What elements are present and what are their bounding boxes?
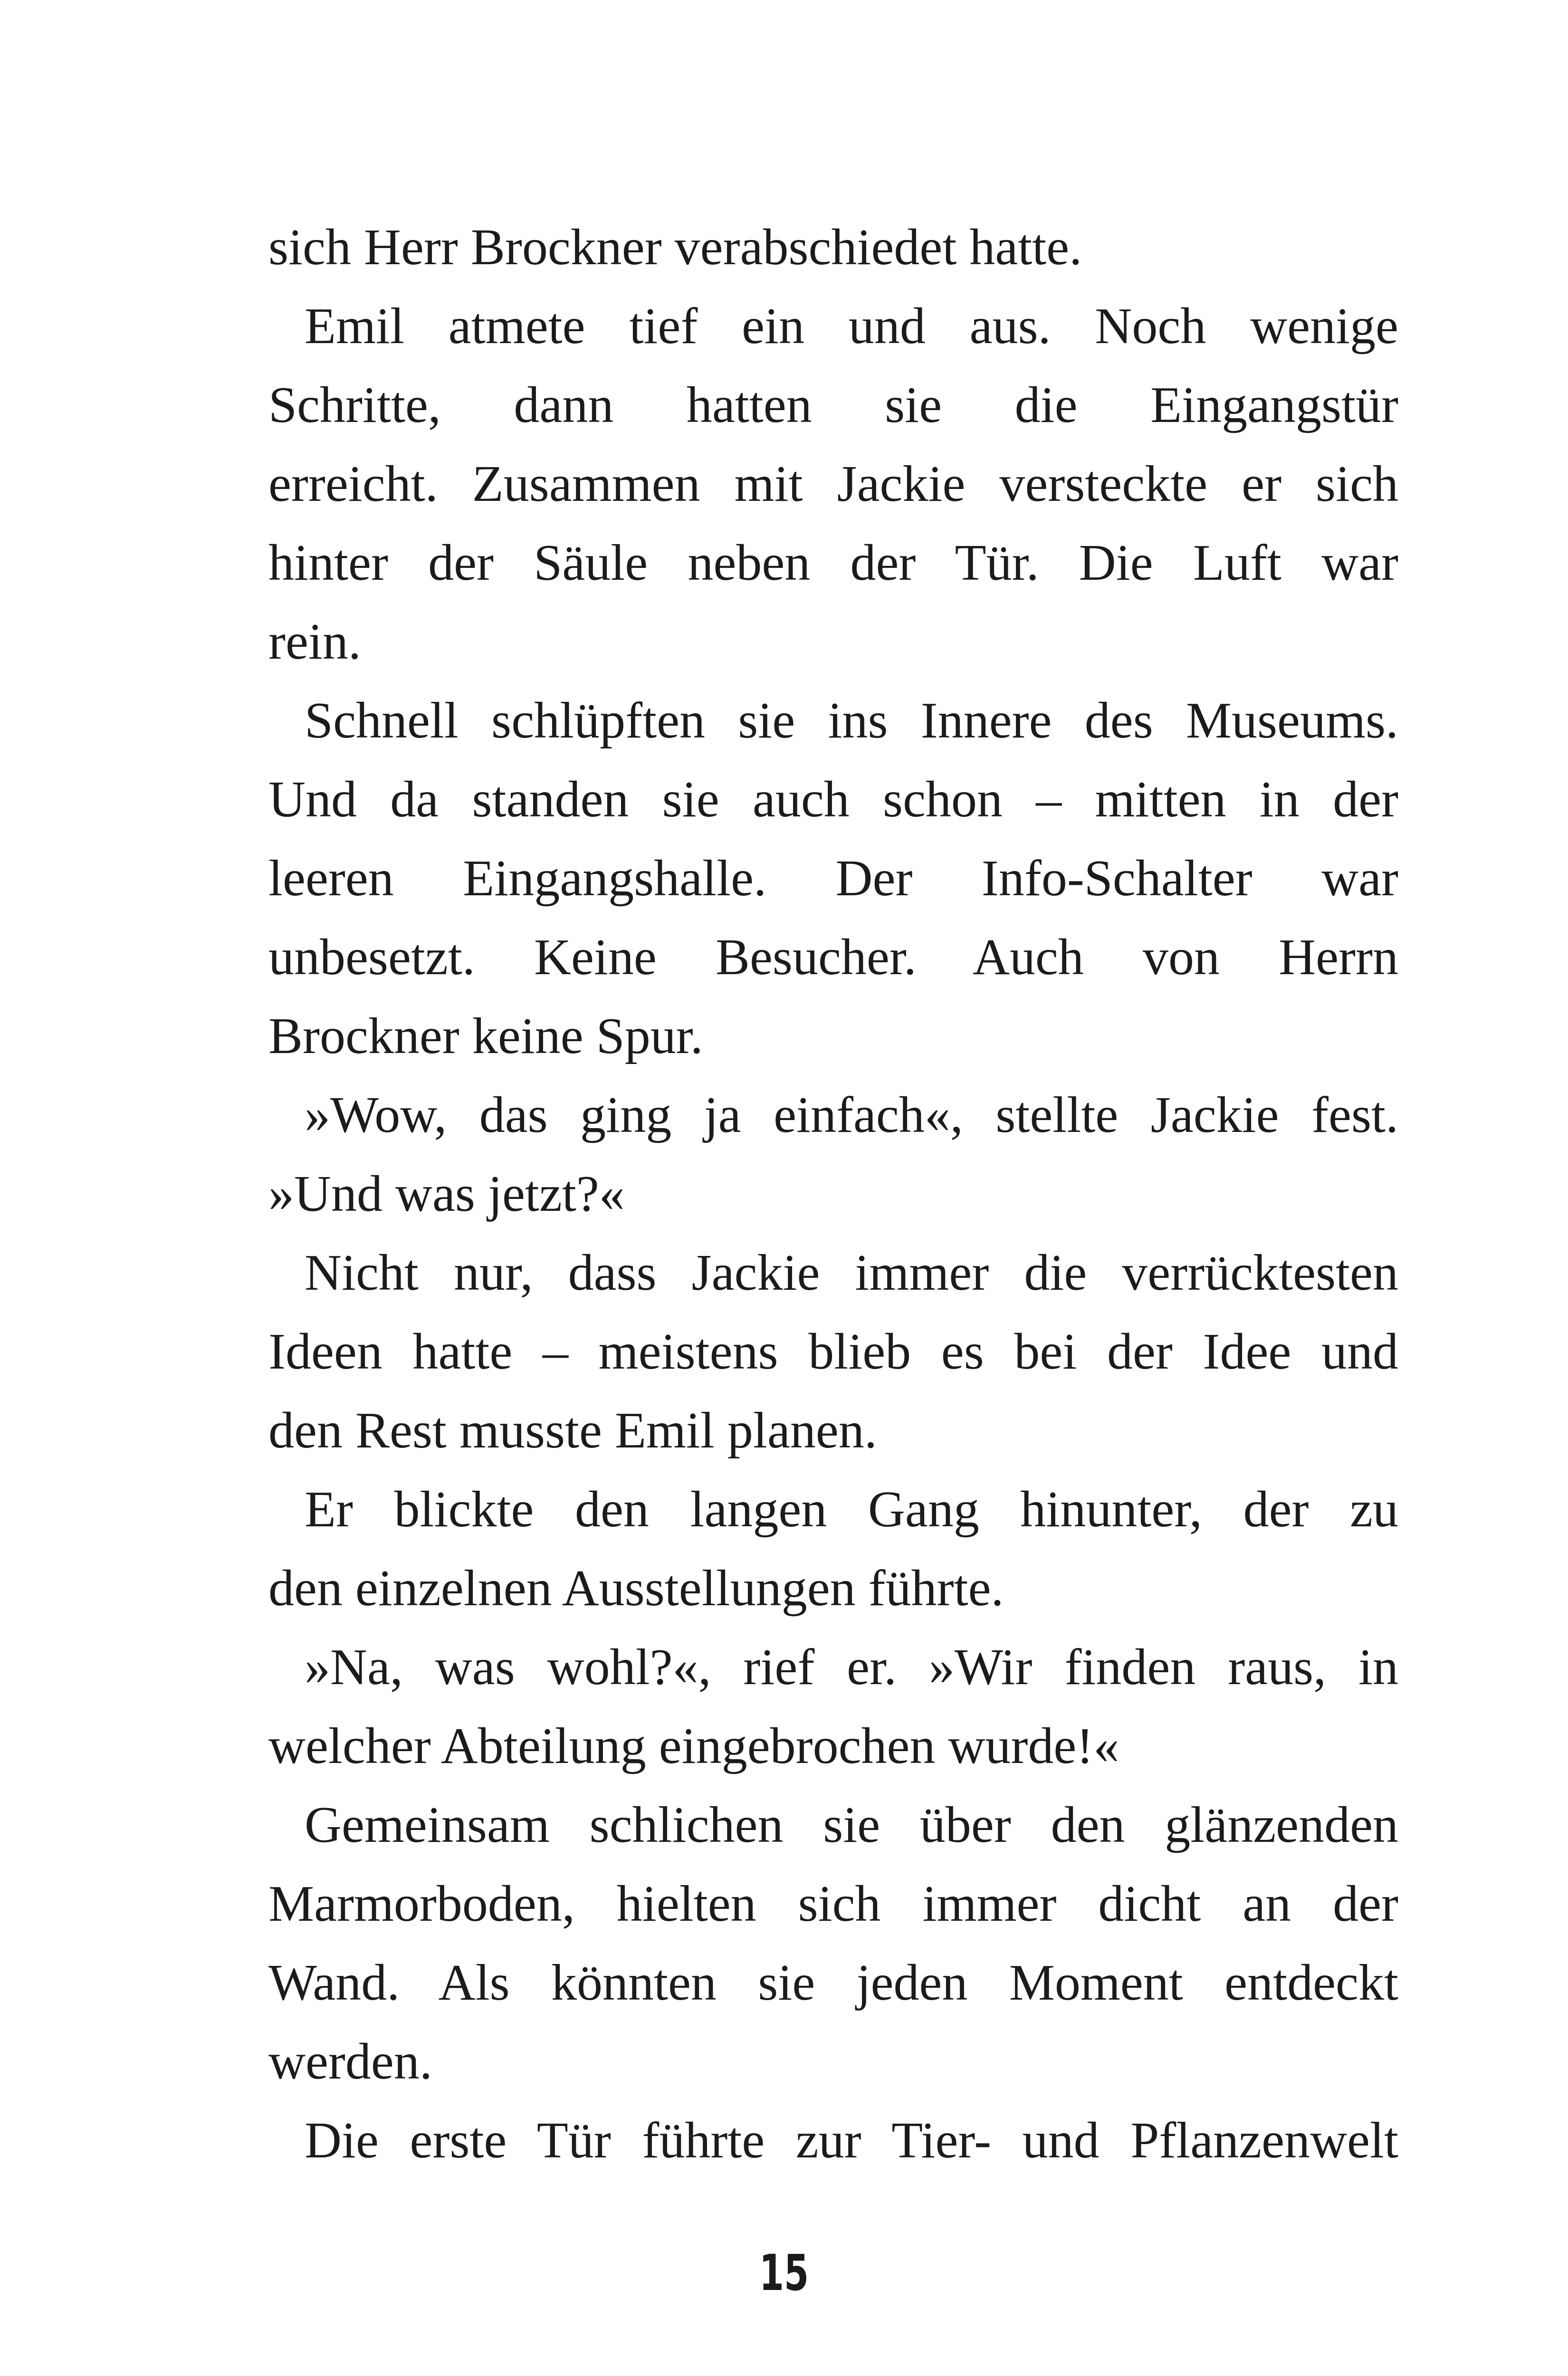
text-line: »Wow, das ging ja einfach«, stellte Jackie fest. <box>305 1087 1398 1143</box>
text-line: werden. <box>268 2033 432 2090</box>
text-line: leeren Eingangshalle. Der Info-Schalter war <box>268 850 1398 907</box>
text-line: Schnell schlüpften sie ins Innere des Museums. <box>305 692 1398 749</box>
text-line: Brockner keine Spur. <box>268 1008 703 1064</box>
text-line: Schritte, dann hatten sie die Eingangstür <box>268 377 1398 433</box>
page-number: 15 <box>759 2244 809 2302</box>
text-line: den Rest musste Emil planen. <box>268 1402 877 1459</box>
text-line: Und da standen sie auch schon – mitten in der <box>268 771 1398 828</box>
text-line: den einzelnen Ausstellungen führte. <box>268 1560 1004 1617</box>
text-line: Die erste Tür führte zur Tier- und Pflanzenwelt <box>305 2112 1398 2169</box>
text-line: sich Herr Brockner verabschiedet hatte. <box>268 219 1082 276</box>
text-line: Ideen hatte – meistens blieb es bei der Idee und <box>268 1323 1398 1380</box>
text-line: erreicht. Zusammen mit Jackie versteckte er sich <box>268 456 1398 512</box>
text-line: rein. <box>268 613 361 670</box>
text-line: Nicht nur, dass Jackie immer die verrücktesten <box>305 1245 1398 1301</box>
text-line: welcher Abteilung eingebrochen wurde!« <box>268 1718 1119 1774</box>
text-line: »Na, was wohl?«, rief er. »Wir finden raus, in <box>305 1639 1398 1696</box>
text-line: unbesetzt. Keine Besucher. Auch von Herrn <box>268 929 1398 986</box>
text-line: Emil atmete tief ein und aus. Noch wenige <box>305 298 1398 354</box>
body-text <box>268 208 1398 2180</box>
text-line: Marmorboden, hielten sich immer dicht an der <box>268 1876 1398 1932</box>
text-line: Er blickte den langen Gang hinunter, der zu <box>305 1481 1398 1538</box>
text-line: Wand. Als könnten sie jeden Moment entdeckt <box>268 1954 1398 2011</box>
text-line: Gemeinsam schlichen sie über den glänzenden <box>305 1797 1398 1853</box>
text-line: hinter der Säule neben der Tür. Die Luft war <box>268 535 1398 591</box>
text-line: »Und was jetzt?« <box>268 1166 625 1222</box>
